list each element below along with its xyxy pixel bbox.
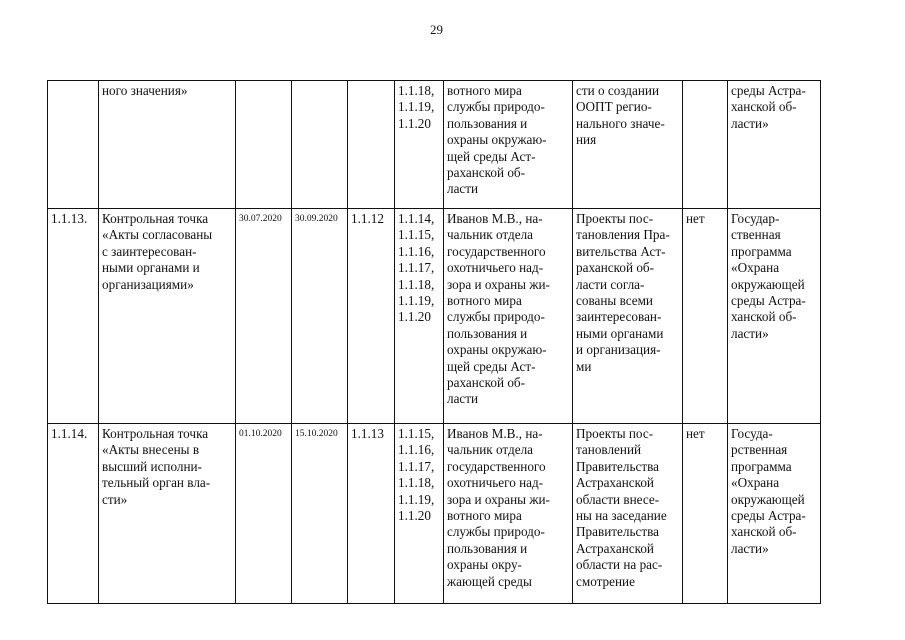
table-row xyxy=(48,209,821,424)
cell-number xyxy=(48,81,99,209)
cell-responsible: Иванов М.В., на- чальник отдела государственного охотничьего над- зора и охраны жи- вотного мира службы природо- пользования и охраны окру- жающей среды xyxy=(444,424,573,604)
cell-dependency: 1.1.13 xyxy=(348,424,395,604)
cell-result: сти о создании ООПТ регио- нального значе- ния xyxy=(573,81,683,209)
cell-program: Государ- ственная программа «Охрана окружающей среды Астра- ханской об- ласти» xyxy=(728,209,821,424)
cell-start-date xyxy=(236,81,292,209)
page-number: 29 xyxy=(430,22,443,37)
table-row xyxy=(48,424,821,604)
cell-name: Контрольная точка «Акты внесены в высший исполни- тельный орган вла- сти» xyxy=(99,424,236,604)
cell-extra: нет xyxy=(683,424,728,604)
cell-number: 1.1.14. xyxy=(48,424,99,604)
cell-name: Контрольная точка «Акты согласованы с заинтересован- ными органами и организациями» xyxy=(99,209,236,424)
cell-end-date: 30.09.2020 xyxy=(292,209,348,424)
cell-program: среды Астра- ханской об- ласти» xyxy=(728,81,821,209)
plan-table xyxy=(47,80,821,604)
cell-extra: нет xyxy=(683,209,728,424)
cell-linked-items: 1.1.14, 1.1.15, 1.1.16, 1.1.17, 1.1.18, 1.1.19, 1.1.20 xyxy=(395,209,444,424)
cell-responsible: Иванов М.В., на- чальник отдела государственного охотничьего над- зора и охраны жи- вотного мира службы природо- пользования и охраны окружаю- щей среды Аст- раханской об- ласти xyxy=(444,209,573,424)
cell-name: ного значения» xyxy=(99,81,236,209)
cell-linked-items: 1.1.15, 1.1.16, 1.1.17, 1.1.18, 1.1.19, 1.1.20 xyxy=(395,424,444,604)
cell-responsible: вотного мира службы природо- пользования и охраны окружаю- щей среды Аст- раханской об- ласти xyxy=(444,81,573,209)
table-row xyxy=(48,81,821,209)
cell-linked-items: 1.1.18, 1.1.19, 1.1.20 xyxy=(395,81,444,209)
cell-result: Проекты пос- тановлений Правительства Астраханской области внесе- ны на заседание Правительства Астраханской области на рас- смотрение xyxy=(573,424,683,604)
cell-dependency: 1.1.12 xyxy=(348,209,395,424)
cell-end-date xyxy=(292,81,348,209)
cell-dependency xyxy=(348,81,395,209)
cell-extra xyxy=(683,81,728,209)
cell-end-date: 15.10.2020 xyxy=(292,424,348,604)
cell-result: Проекты пос- тановления Пра- вительства Аст- раханской об- ласти согла- сованы всеми заинтересован- ными органами и организация- ми xyxy=(573,209,683,424)
cell-start-date: 30.07.2020 xyxy=(236,209,292,424)
cell-number: 1.1.13. xyxy=(48,209,99,424)
cell-program: Госуда- рственная программа «Охрана окружающей среды Астра- ханской об- ласти» xyxy=(728,424,821,604)
cell-start-date: 01.10.2020 xyxy=(236,424,292,604)
